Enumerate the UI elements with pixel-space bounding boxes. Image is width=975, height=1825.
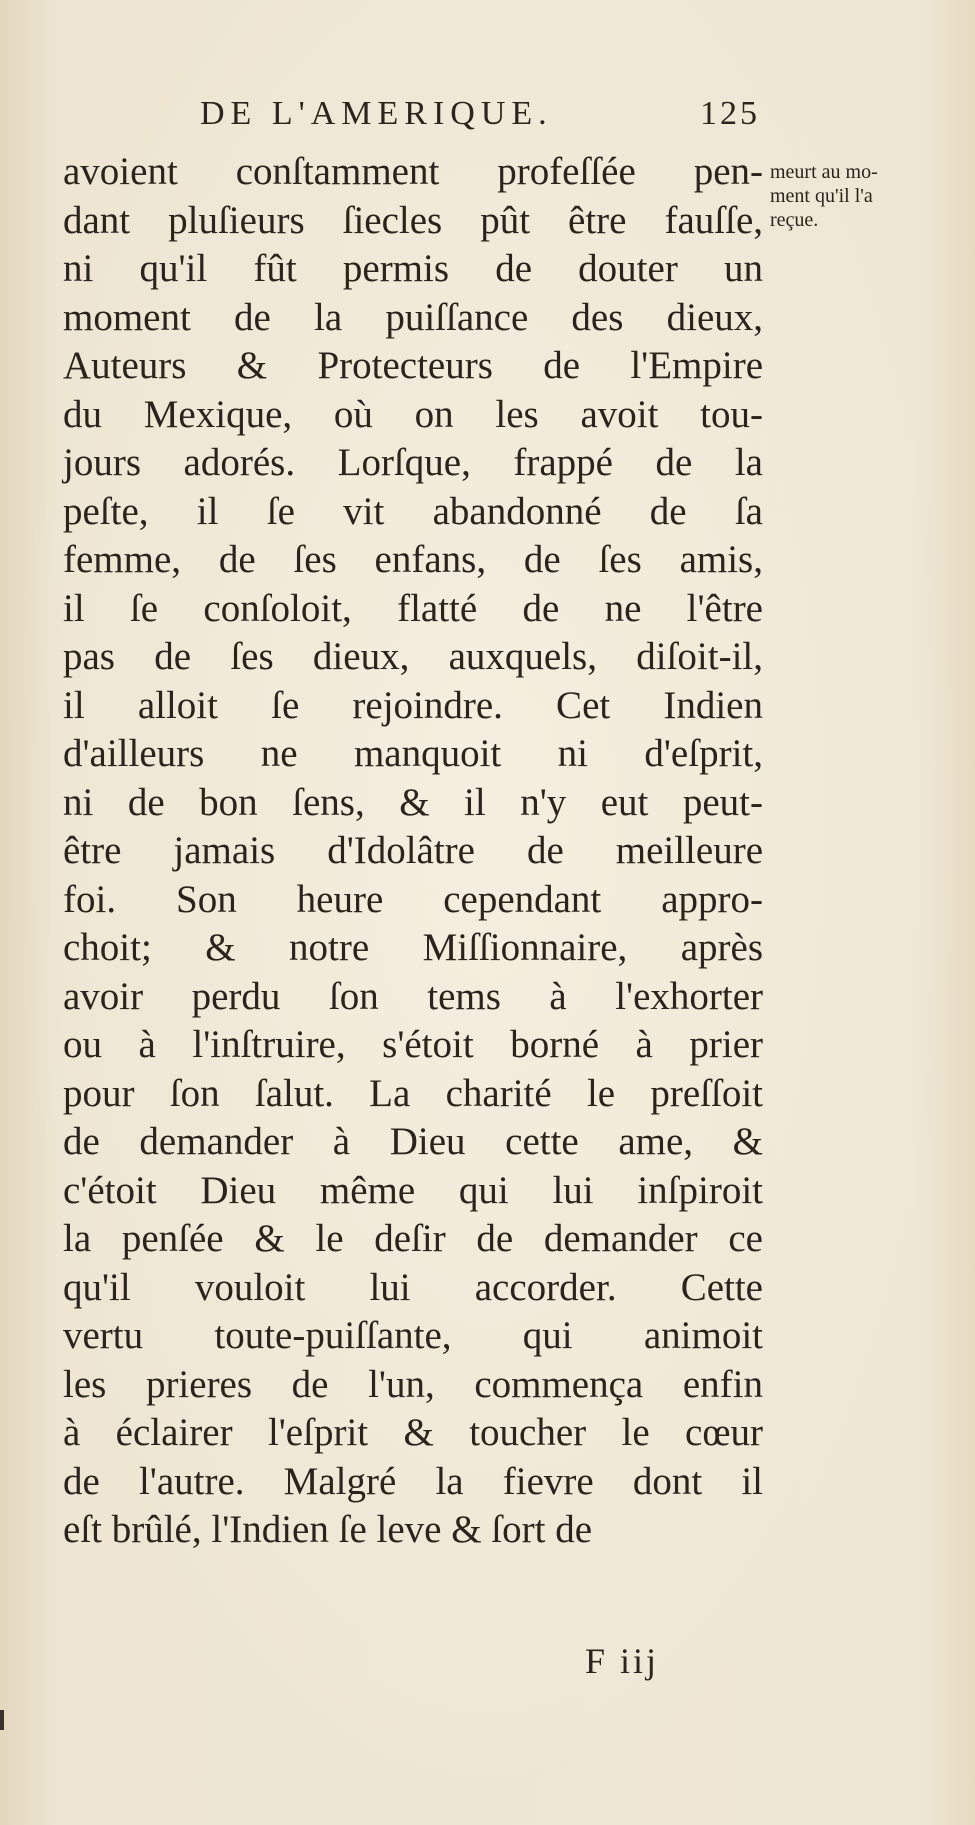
signature-mark: F iij — [585, 1641, 660, 1681]
margin-note-line: meurt au mo- — [770, 161, 878, 183]
page-header — [200, 95, 760, 145]
edge-blemish — [0, 1710, 4, 1730]
margin-note-line: ment qu'il l'a — [770, 185, 873, 207]
text-line: pas de ſes dieux, auxquels, diſoit-il, — [63, 635, 763, 678]
text-line: foi. Son heure cependant appro- — [63, 877, 763, 921]
text-line: ni de bon ſens, & il n'y eut peut- — [63, 780, 763, 824]
text-line: vertu toute-puiſſante, qui animoit — [63, 1314, 763, 1357]
text-line: il alloit ſe rejoindre. Cet Indien — [63, 683, 763, 727]
text-line: ou à l'inſtruire, s'étoit borné à prier — [63, 1023, 763, 1066]
running-title: DE L'AMERIQUE. — [200, 95, 553, 132]
text-line: qu'il vouloit lui accorder. Cette — [63, 1265, 763, 1309]
text-line: à éclairer l'eſprit & toucher le cœur — [63, 1411, 763, 1454]
text-line: avoient conſtamment profeſſée pen- — [63, 150, 763, 193]
text-line: jours adorés. Lorſque, frappé de la — [63, 441, 763, 484]
text-line: la penſée & le deſir de demander ce — [63, 1217, 763, 1260]
text-line: femme, de ſes enfans, de ſes amis, — [63, 538, 763, 581]
text-line: du Mexique, où on les avoit tou- — [63, 392, 763, 436]
text-line: d'ailleurs ne manquoit ni d'eſprit, — [63, 732, 763, 775]
text-line: c'étoit Dieu même qui lui inſpiroit — [63, 1168, 763, 1212]
text-line: avoir perdu ſon tems à l'exhorter — [63, 974, 763, 1018]
text-line: de demander à Dieu cette ame, & — [63, 1120, 763, 1163]
text-line: être jamais d'Idolâtre de meilleure — [63, 829, 763, 872]
text-line: dant pluſieurs ſiecles pût être fauſſe, — [63, 198, 763, 242]
body-text — [63, 148, 763, 1555]
margin-note-line: reçue. — [770, 209, 819, 231]
margin-note — [770, 160, 970, 232]
text-line: de l'autre. Malgré la fievre dont il — [63, 1459, 763, 1503]
text-line: moment de la puiſſance des dieux, — [63, 295, 763, 339]
text-line: ni qu'il fût permis de douter un — [63, 247, 763, 290]
text-line: les prieres de l'un, commença enfin — [63, 1362, 763, 1406]
text-line: pour ſon ſalut. La charité le preſſoit — [63, 1071, 763, 1115]
text-line: peſte, il ſe vit abandonné de ſa — [63, 489, 763, 533]
text-line: eſt brûlé, l'Indien ſe leve & ſort de — [63, 1508, 593, 1551]
page-number: 125 — [700, 95, 760, 132]
text-line: il ſe conſoloit, flatté de ne l'être — [63, 586, 763, 630]
text-line: Auteurs & Protecteurs de l'Empire — [63, 344, 763, 387]
text-line: choit; & notre Miſſionnaire, après — [63, 926, 763, 969]
